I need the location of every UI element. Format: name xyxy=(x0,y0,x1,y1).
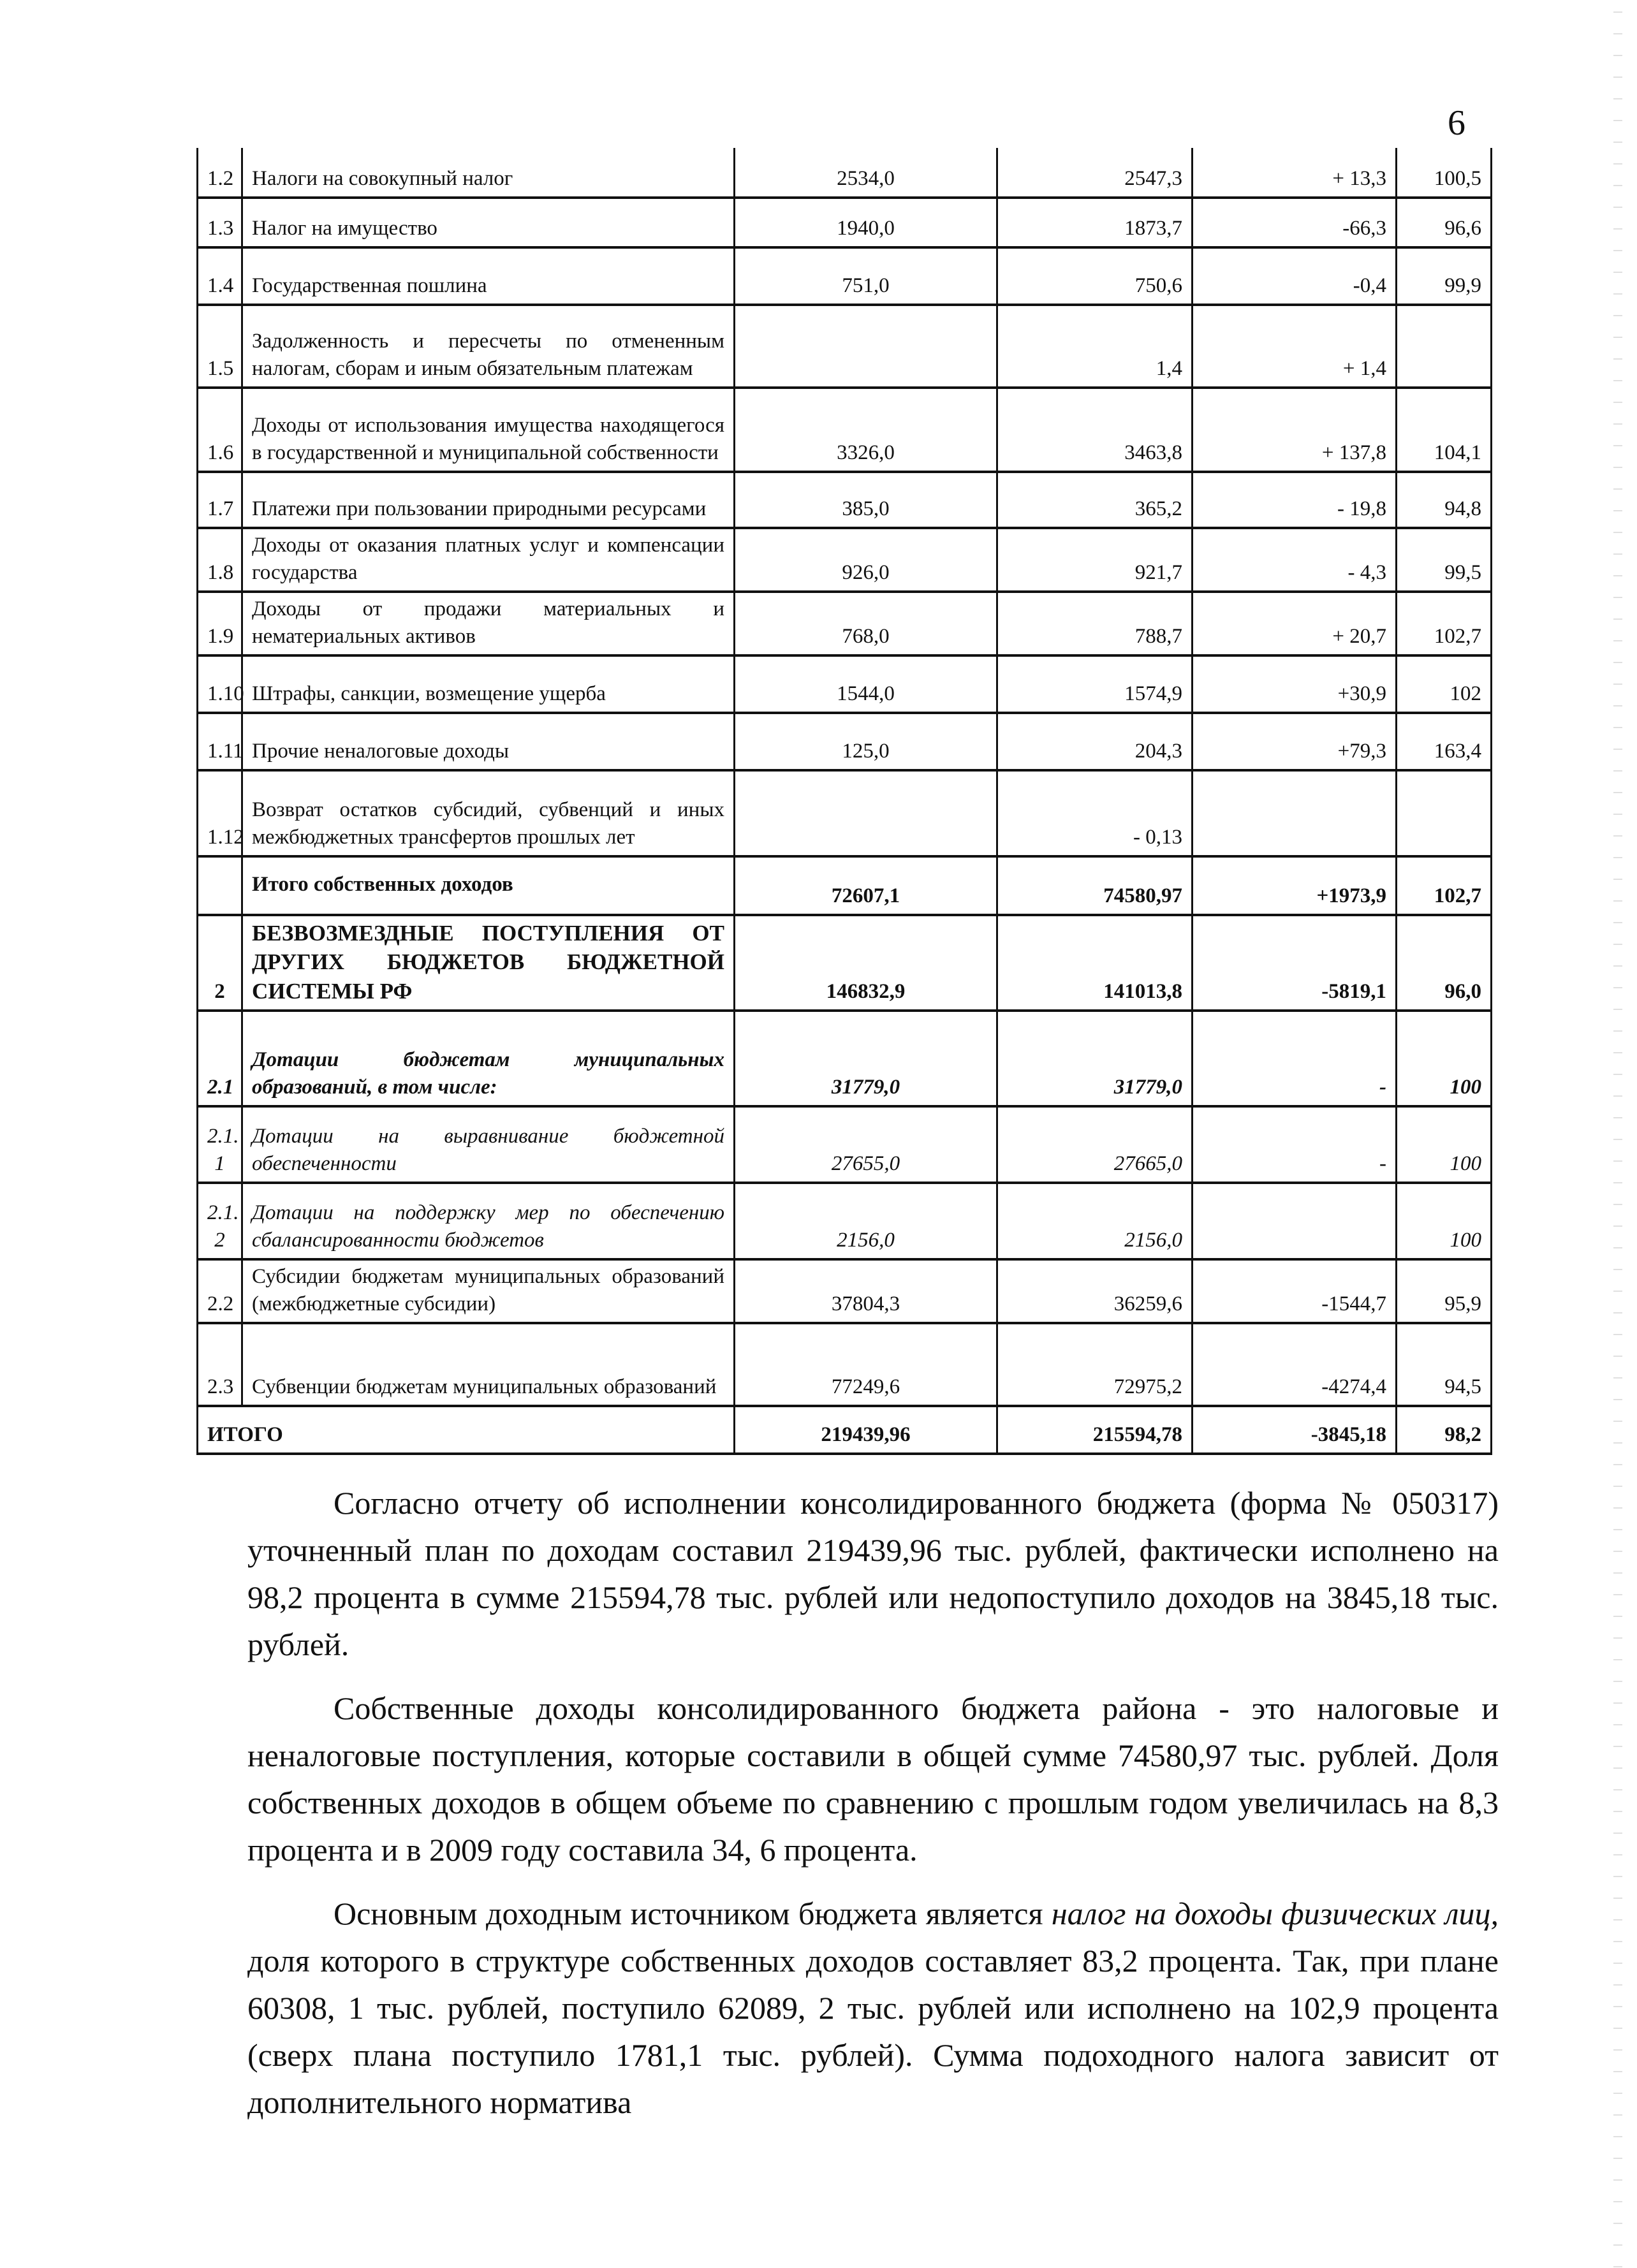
row-name: Дотации на поддержку мер по обеспечению сбалансированности бюджетов xyxy=(242,1183,735,1259)
fact-value: 72975,2 xyxy=(997,1323,1193,1406)
row-name: Штрафы, санкции, возмещение ущерба xyxy=(242,655,735,713)
fact-value: 1873,7 xyxy=(997,198,1193,247)
fact-value: 2547,3 xyxy=(997,148,1193,198)
plan-value: 3326,0 xyxy=(735,388,997,472)
plan-value: 926,0 xyxy=(735,528,997,592)
percent-value: 102,7 xyxy=(1397,592,1492,655)
income-tax-term: налог на доходы физических лиц, xyxy=(1051,1896,1499,1931)
row-name: БЕЗВОЗМЕЗДНЫЕ ПОСТУПЛЕНИЯ ОТ ДРУГИХ БЮДЖЕТОВ БЮДЖЕТНОЙ СИСТЕМЫ РФ xyxy=(242,915,735,1011)
percent-value: 99,9 xyxy=(1397,247,1492,305)
row-name: Доходы от продажи материальных и нематериальных активов xyxy=(242,592,735,655)
row-name: Задолженность и пересчеты по отмененным налогам, сборам и иным обязательным платежам xyxy=(242,305,735,388)
row-name: Налоги на совокупный налог xyxy=(242,148,735,198)
table-row xyxy=(198,856,1492,915)
row-number: 1.11 xyxy=(198,713,242,770)
row-number: 1.5 xyxy=(198,305,242,388)
deviation-value: - xyxy=(1193,1011,1397,1106)
plan-value: 2534,0 xyxy=(735,148,997,198)
row-name: Дотации бюджетам муниципальных образований, в том числе: xyxy=(242,1011,735,1106)
scan-edge-artifact xyxy=(1613,0,1622,2268)
table-row xyxy=(198,1011,1492,1106)
row-name: Доходы от использования имущества находящегося в государственной и муниципальной собственности xyxy=(242,388,735,472)
table-row xyxy=(198,1259,1492,1323)
percent-value: 96,6 xyxy=(1397,198,1492,247)
fact-value: 141013,8 xyxy=(997,915,1193,1011)
row-number: 1.12 xyxy=(198,770,242,856)
row-number: 1.6 xyxy=(198,388,242,472)
percent-value: 94,8 xyxy=(1397,472,1492,528)
row-name: Субвенции бюджетам муниципальных образований xyxy=(242,1323,735,1406)
row-name: Налог на имущество xyxy=(242,198,735,247)
fact-value: 2156,0 xyxy=(997,1183,1193,1259)
deviation-value: -4274,4 xyxy=(1193,1323,1397,1406)
deviation-value: +79,3 xyxy=(1193,713,1397,770)
row-number: 1.7 xyxy=(198,472,242,528)
fact-value: 1,4 xyxy=(997,305,1193,388)
paragraph-own-revenue: Собственные доходы консолидированного бюджета района - это налоговые и неналоговые поступления, которые составили в общей сумме 74580,97 тыс. рублей. Доля собственных доходов в общем объеме по сравнению с прошлым годом увеличилась на 8,3 процента и в 2009 году составила 34, 6 процента. xyxy=(247,1690,1499,1868)
row-name: Субсидии бюджетам муниципальных образований (межбюджетные субсидии) xyxy=(242,1259,735,1323)
row-number: 1.10 xyxy=(198,655,242,713)
grand-total-row xyxy=(198,1406,1492,1454)
plan-value: 1544,0 xyxy=(735,655,997,713)
percent-value: 104,1 xyxy=(1397,388,1492,472)
table-row xyxy=(198,713,1492,770)
deviation-value: + 137,8 xyxy=(1193,388,1397,472)
percent-value: 95,9 xyxy=(1397,1259,1492,1323)
paragraph-execution-summary: Согласно отчету об исполнении консолидированного бюджета (форма № 050317) уточненный план по доходам составил 219439,96 тыс. рублей, фактически исполнено на 98,2 процента в сумме 215594,78 тыс. рублей или недопоступило доходов на 3845,18 тыс. рублей. xyxy=(247,1485,1499,1662)
fact-value: 74580,97 xyxy=(997,856,1193,915)
deviation-value: +1973,9 xyxy=(1193,856,1397,915)
table-row xyxy=(198,915,1492,1011)
page-number: 6 xyxy=(1448,103,1465,143)
row-name: Прочие неналоговые доходы xyxy=(242,713,735,770)
plan-value xyxy=(735,305,997,388)
row-number: 1.9 xyxy=(198,592,242,655)
grand-total-plan: 219439,96 xyxy=(735,1406,997,1454)
plan-value: 31779,0 xyxy=(735,1011,997,1106)
plan-value: 385,0 xyxy=(735,472,997,528)
percent-value: 102 xyxy=(1397,655,1492,713)
plan-value: 768,0 xyxy=(735,592,997,655)
percent-value xyxy=(1397,305,1492,388)
plan-value: 146832,9 xyxy=(735,915,997,1011)
fact-value: 3463,8 xyxy=(997,388,1193,472)
row-number: 2.3 xyxy=(198,1323,242,1406)
grand-total-percent: 98,2 xyxy=(1397,1406,1492,1454)
grand-total-fact: 215594,78 xyxy=(997,1406,1193,1454)
paragraph-income-tax xyxy=(247,1890,1499,2126)
paragraph-income-tax-lead: Основным доходным источником бюджета является xyxy=(334,1896,1052,1931)
deviation-value: -0,4 xyxy=(1193,247,1397,305)
percent-value: 96,0 xyxy=(1397,915,1492,1011)
table-row xyxy=(198,305,1492,388)
percent-value: 100 xyxy=(1397,1106,1492,1183)
table-row xyxy=(198,655,1492,713)
fact-value: 204,3 xyxy=(997,713,1193,770)
row-number: 1.3 xyxy=(198,198,242,247)
percent-value: 94,5 xyxy=(1397,1323,1492,1406)
plan-value: 2156,0 xyxy=(735,1183,997,1259)
table-row xyxy=(198,1183,1492,1259)
table-row xyxy=(198,1323,1492,1406)
row-number: 2 xyxy=(198,915,242,1011)
percent-value: 102,7 xyxy=(1397,856,1492,915)
row-number xyxy=(198,856,242,915)
row-name: Платежи при пользовании природными ресурсами xyxy=(242,472,735,528)
table-row xyxy=(198,148,1492,198)
fact-value: 1574,9 xyxy=(997,655,1193,713)
fact-value: 788,7 xyxy=(997,592,1193,655)
table-row xyxy=(198,198,1492,247)
deviation-value: + 13,3 xyxy=(1193,148,1397,198)
paragraph-income-tax-rest: доля которого в структуре собственных доходов составляет 83,2 процента. Так, при плане 60308, 1 тыс. рублей, поступило 62089, 2 тыс. рублей или исполнено на 102,9 процента (сверх плана поступило 1781,1 тыс. рублей). Сумма подоходного налога зависит от дополнительного норматива xyxy=(247,1943,1499,2120)
fact-value: 31779,0 xyxy=(997,1011,1193,1106)
plan-value: 27655,0 xyxy=(735,1106,997,1183)
deviation-value: -66,3 xyxy=(1193,198,1397,247)
deviation-value: + 20,7 xyxy=(1193,592,1397,655)
revenue-table xyxy=(196,148,1492,1455)
grand-total-deviation: -3845,18 xyxy=(1193,1406,1397,1454)
deviation-value xyxy=(1193,770,1397,856)
table-row xyxy=(198,247,1492,305)
percent-value: 100 xyxy=(1397,1011,1492,1106)
table-row xyxy=(198,770,1492,856)
table-row xyxy=(198,388,1492,472)
row-name: Государственная пошлина xyxy=(242,247,735,305)
deviation-value xyxy=(1193,1183,1397,1259)
fact-value: 36259,6 xyxy=(997,1259,1193,1323)
row-name: Итого собственных доходов xyxy=(242,856,735,915)
deviation-value: + 1,4 xyxy=(1193,305,1397,388)
row-number: 2.1. 1 xyxy=(198,1106,242,1183)
row-name: Возврат остатков субсидий, субвенций и иных межбюджетных трансфертов прошлых лет xyxy=(242,770,735,856)
row-number: 1.4 xyxy=(198,247,242,305)
plan-value: 72607,1 xyxy=(735,856,997,915)
row-number: 2.1. 2 xyxy=(198,1183,242,1259)
body-text xyxy=(247,1479,1499,2142)
grand-total-label: ИТОГО xyxy=(198,1406,735,1454)
percent-value xyxy=(1397,770,1492,856)
plan-value: 37804,3 xyxy=(735,1259,997,1323)
fact-value: 365,2 xyxy=(997,472,1193,528)
percent-value: 100 xyxy=(1397,1183,1492,1259)
percent-value: 163,4 xyxy=(1397,713,1492,770)
row-number: 2.1 xyxy=(198,1011,242,1106)
plan-value: 77249,6 xyxy=(735,1323,997,1406)
plan-value: 751,0 xyxy=(735,247,997,305)
percent-value: 100,5 xyxy=(1397,148,1492,198)
table-row xyxy=(198,592,1492,655)
plan-value: 1940,0 xyxy=(735,198,997,247)
deviation-value: - 4,3 xyxy=(1193,528,1397,592)
deviation-value: - 19,8 xyxy=(1193,472,1397,528)
deviation-value: +30,9 xyxy=(1193,655,1397,713)
row-name: Доходы от оказания платных услуг и компенсации государства xyxy=(242,528,735,592)
row-number: 1.2 xyxy=(198,148,242,198)
deviation-value: -1544,7 xyxy=(1193,1259,1397,1323)
plan-value xyxy=(735,770,997,856)
row-name: Дотации на выравнивание бюджетной обеспеченности xyxy=(242,1106,735,1183)
row-number: 1.8 xyxy=(198,528,242,592)
deviation-value: - xyxy=(1193,1106,1397,1183)
table-row xyxy=(198,528,1492,592)
row-number: 2.2 xyxy=(198,1259,242,1323)
deviation-value: -5819,1 xyxy=(1193,915,1397,1011)
table-row xyxy=(198,1106,1492,1183)
fact-value: 27665,0 xyxy=(997,1106,1193,1183)
fact-value: - 0,13 xyxy=(997,770,1193,856)
table-row xyxy=(198,472,1492,528)
plan-value: 125,0 xyxy=(735,713,997,770)
percent-value: 99,5 xyxy=(1397,528,1492,592)
revenue-table-body xyxy=(198,148,1492,1454)
fact-value: 921,7 xyxy=(997,528,1193,592)
fact-value: 750,6 xyxy=(997,247,1193,305)
